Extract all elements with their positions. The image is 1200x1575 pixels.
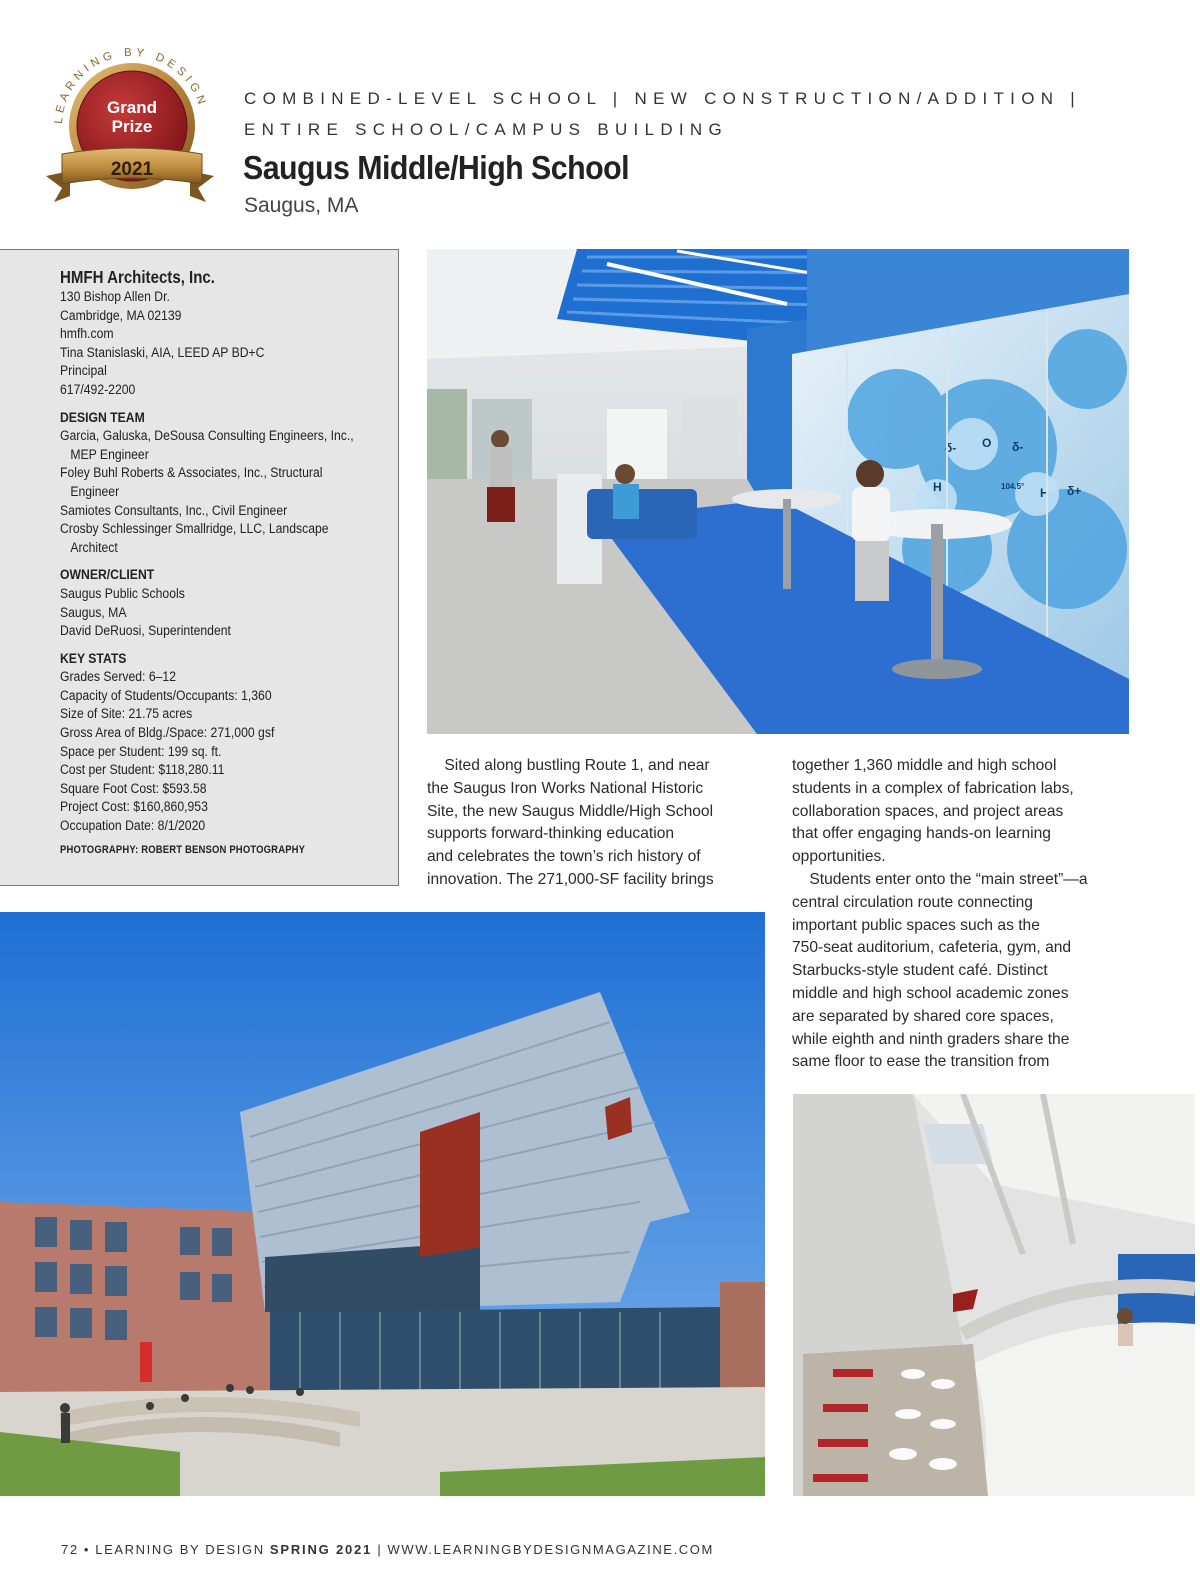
body-text-line: Students enter onto the “main street”—a bbox=[792, 870, 1088, 888]
design-team-heading: DESIGN TEAM bbox=[60, 409, 145, 426]
firm-phone: 617/492-2200 bbox=[60, 381, 136, 398]
body-text-line: 750-seat auditorium, cafeteria, gym, and bbox=[792, 939, 1072, 957]
molecule-label-bond-angle: 104.5° bbox=[1001, 482, 1025, 491]
design-team-line: Engineer bbox=[70, 483, 120, 500]
design-team-line: MEP Engineer bbox=[70, 446, 149, 463]
body-text-line: opportunities. bbox=[792, 848, 886, 866]
key-stat-line: Size of Site: 21.75 acres bbox=[60, 706, 193, 723]
category-line-2: ENTIRE SCHOOL/CAMPUS BUILDING bbox=[244, 120, 729, 139]
key-stat-line: Gross Area of Bldg./Space: 271,000 gsf bbox=[60, 725, 275, 742]
key-stat-line: Capacity of Students/Occupants: 1,360 bbox=[60, 687, 272, 704]
body-text-column-1 bbox=[427, 755, 757, 892]
body-text-line: central circulation route connecting bbox=[792, 893, 1033, 911]
grand-prize-seal bbox=[40, 34, 220, 214]
design-team-line: Samiotes Consultants, Inc., Civil Engineer bbox=[60, 502, 288, 519]
owner-line: Saugus Public Schools bbox=[60, 585, 185, 602]
design-team-line: Crosby Schlessinger Smallridge, LLC, Landscape bbox=[60, 521, 329, 538]
molecule-label-delta-neg-left: δ- bbox=[945, 441, 957, 455]
body-text-line: important public spaces such as the bbox=[792, 916, 1040, 934]
body-text-column-2 bbox=[792, 755, 1122, 1074]
project-info-box bbox=[0, 249, 399, 886]
magazine-name: LEARNING BY DESIGN bbox=[95, 1542, 265, 1557]
owner-line: Saugus, MA bbox=[60, 604, 127, 621]
page-title: Saugus Middle/High School bbox=[243, 149, 629, 186]
key-stat-line: Occupation Date: 8/1/2020 bbox=[60, 818, 206, 835]
body-text-line: innovation. The 271,000-SF facility brings bbox=[427, 870, 714, 888]
page-number: 72 bbox=[61, 1542, 79, 1557]
grand-prize-badge bbox=[40, 34, 220, 214]
key-stat-line: Square Foot Cost: $593.58 bbox=[60, 780, 207, 797]
badge-line1: Grand bbox=[106, 98, 158, 117]
photo-credit: PHOTOGRAPHY: ROBERT BENSON PHOTOGRAPHY bbox=[60, 843, 306, 856]
molecule-label-oxygen: O bbox=[982, 436, 992, 450]
key-stat-line: Space per Student: 199 sq. ft. bbox=[60, 743, 222, 760]
footer-separator: | bbox=[377, 1542, 383, 1557]
firm-address-2: Cambridge, MA 02139 bbox=[60, 307, 182, 324]
key-stat-line: Project Cost: $160,860,953 bbox=[60, 799, 208, 816]
owner-line: David DeRuosi, Superintendent bbox=[60, 623, 231, 640]
body-text-line: the Saugus Iron Works National Historic bbox=[427, 779, 704, 797]
firm-contact-name: Tina Stanislaski, AIA, LEED AP BD+C bbox=[60, 344, 265, 361]
body-text-line: while eighth and ninth graders share the bbox=[792, 1030, 1070, 1048]
footer-bullet: • bbox=[83, 1542, 91, 1557]
project-info-content bbox=[60, 266, 354, 859]
firm-contact-title: Principal bbox=[60, 363, 107, 380]
key-stats-list bbox=[60, 668, 344, 835]
body-text-line: Sited along bustling Route 1, and near bbox=[427, 757, 710, 774]
body-text-line: and celebrates the town’s rich history of bbox=[427, 848, 701, 866]
body-text-line: that offer engaging hands-on learning bbox=[792, 825, 1051, 843]
firm-address-1: 130 Bishop Allen Dr. bbox=[60, 289, 170, 305]
design-team-line: Foley Buhl Roberts & Associates, Inc., Structural bbox=[60, 465, 323, 482]
body-text-line: Starbucks-style student café. Distinct bbox=[792, 962, 1048, 980]
body-text-line: same floor to ease the transition from bbox=[792, 1053, 1050, 1071]
firm-website: hmfh.com bbox=[60, 326, 114, 343]
molecule-label-delta-neg-right: δ- bbox=[1012, 440, 1024, 454]
firm-name: HMFH Architects, Inc. bbox=[60, 267, 215, 287]
body-text-line: collaboration spaces, and project areas bbox=[792, 802, 1064, 820]
body-text-line: middle and high school academic zones bbox=[792, 984, 1069, 1002]
molecule-label-delta-pos: δ+ bbox=[1067, 484, 1082, 498]
design-team-list bbox=[60, 427, 354, 557]
body-text-line: students in a complex of fabrication labs, bbox=[792, 779, 1074, 797]
design-team-line: Garcia, Galuska, DeSousa Consulting Engineers, Inc., bbox=[60, 428, 354, 445]
badge-arc-text: LEARNING BY DESIGN bbox=[52, 46, 209, 125]
interior-lounge-photo bbox=[427, 249, 1129, 734]
badge-year: 2021 bbox=[110, 159, 154, 180]
body-text-line: Site, the new Saugus Middle/High School bbox=[427, 802, 714, 820]
badge-line2: Prize bbox=[111, 117, 153, 136]
category-line-1: COMBINED-LEVEL SCHOOL | NEW CONSTRUCTION/ADDITION | bbox=[244, 89, 1082, 108]
molecule-label-hydrogen-right: H bbox=[1040, 486, 1049, 500]
page-footer bbox=[61, 1542, 714, 1557]
owner-heading: OWNER/CLIENT bbox=[60, 567, 155, 584]
magazine-url[interactable]: WWW.LEARNINGBYDESIGNMAGAZINE.COM bbox=[387, 1542, 714, 1557]
body-text-line: together 1,360 middle and high school bbox=[792, 757, 1057, 774]
atrium-cafeteria-photo bbox=[793, 1094, 1195, 1496]
body-text-line: are separated by shared core spaces, bbox=[792, 1007, 1054, 1025]
body-text-line: supports forward-thinking education bbox=[427, 825, 675, 843]
key-stats-heading: KEY STATS bbox=[60, 650, 127, 667]
exterior-building-photo bbox=[0, 912, 765, 1496]
key-stat-line: Grades Served: 6–12 bbox=[60, 669, 176, 686]
issue-label: SPRING 2021 bbox=[269, 1542, 373, 1557]
key-stat-line: Cost per Student: $118,280.11 bbox=[60, 762, 225, 779]
molecule-label-hydrogen-left: H bbox=[933, 480, 942, 494]
design-team-line: Architect bbox=[70, 539, 118, 556]
school-location: Saugus, MA bbox=[244, 194, 359, 217]
